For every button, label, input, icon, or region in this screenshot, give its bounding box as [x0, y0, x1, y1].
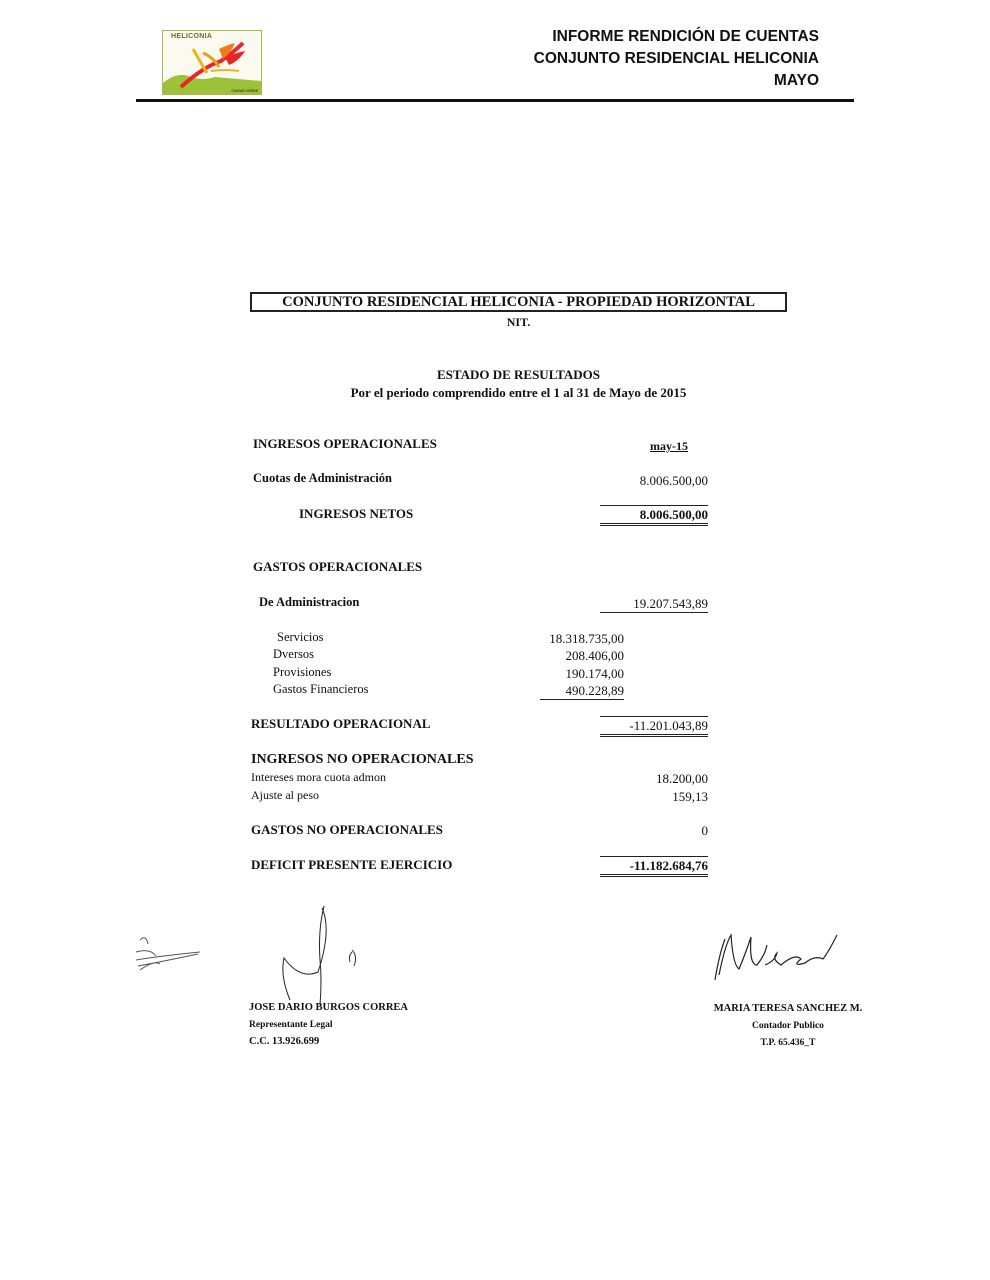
line-value: 18.200,00 — [656, 771, 708, 786]
accountant-id: T.P. 65.436_T — [760, 1038, 816, 1048]
gastos-no-operacionales-value: 0 — [701, 823, 708, 838]
statement-title: ESTADO DE RESULTADOS — [436, 367, 601, 382]
total-value-ingresos-netos: 8.006.500,00 — [600, 505, 708, 526]
resultado-operacional-label: RESULTADO OPERACIONAL — [251, 716, 431, 731]
line-value: 159,13 — [672, 789, 708, 804]
line-value: 190.174,00 — [565, 666, 624, 681]
entity-name-box: CONJUNTO RESIDENCIAL HELICONIA - PROPIEDAD HORIZONTAL — [250, 292, 787, 312]
section-gastos-operacionales: GASTOS OPERACIONALES — [253, 559, 423, 574]
heliconia-logo — [162, 30, 262, 95]
subtotal-administracion: 19.207.543,89 — [600, 596, 708, 613]
header-divider — [136, 99, 854, 102]
heliconia-flower-icon — [163, 31, 261, 94]
subsection-label-administracion: De Administracion — [259, 595, 360, 609]
line-value: 18.318.735,00 — [549, 631, 624, 646]
initials-signature-icon — [130, 930, 210, 980]
total-label-ingresos-netos: INGRESOS NETOS — [299, 506, 414, 521]
line-label: Provisiones — [273, 665, 332, 679]
report-header-title — [399, 26, 819, 92]
header-line-2: CONJUNTO RESIDENCIAL HELICONIA — [533, 50, 819, 67]
legal-rep-role: Representante Legal — [249, 1020, 333, 1030]
statement-period: Por el periodo comprendido entre el 1 al 31 de Mayo de 2015 — [350, 385, 687, 400]
section-ingresos-no-operacionales: INGRESOS NO OPERACIONALES — [251, 752, 474, 767]
line-label: Ajuste al peso — [251, 788, 319, 802]
deficit-value: -11.182.684,76 — [600, 856, 708, 877]
legal-rep-name: JOSE DARIO BURGOS CORREA — [249, 1002, 408, 1013]
header-line-3: MAYO — [773, 72, 819, 89]
legal-rep-id: C.C. 13.926.699 — [249, 1036, 320, 1047]
accountant-role: Contador Publico — [752, 1021, 824, 1031]
line-label: Dversos — [273, 647, 314, 661]
column-header-period: may-15 — [650, 439, 688, 453]
section-ingresos-operacionales: INGRESOS OPERACIONALES — [253, 436, 437, 451]
line-label: Servicios — [277, 630, 324, 644]
line-value: 208.406,00 — [565, 648, 624, 663]
resultado-operacional-value: -11.201.043,89 — [600, 716, 708, 737]
logo-tagline: CIUDAD VERDE — [231, 89, 258, 93]
logo-name: HELICONIA — [171, 33, 213, 40]
accountant-name: MARIA TERESA SANCHEZ M. — [713, 1003, 863, 1014]
deficit-label: DEFICIT PRESENTE EJERCICIO — [251, 857, 453, 872]
legal-rep-signature-icon — [270, 900, 380, 1010]
line-value: 8.006.500,00 — [639, 473, 708, 488]
header-line-1: INFORME RENDICIÓN DE CUENTAS — [552, 28, 819, 45]
line-label: Cuotas de Administración — [253, 471, 392, 485]
accountant-signature-icon — [705, 925, 845, 990]
line-label: Intereses mora cuota admon — [251, 770, 386, 784]
nit-label: NIT. — [506, 315, 531, 329]
line-value: 490.228,89 — [540, 683, 624, 700]
line-label: Gastos Financieros — [273, 682, 369, 696]
gastos-no-operacionales-label: GASTOS NO OPERACIONALES — [251, 822, 443, 837]
